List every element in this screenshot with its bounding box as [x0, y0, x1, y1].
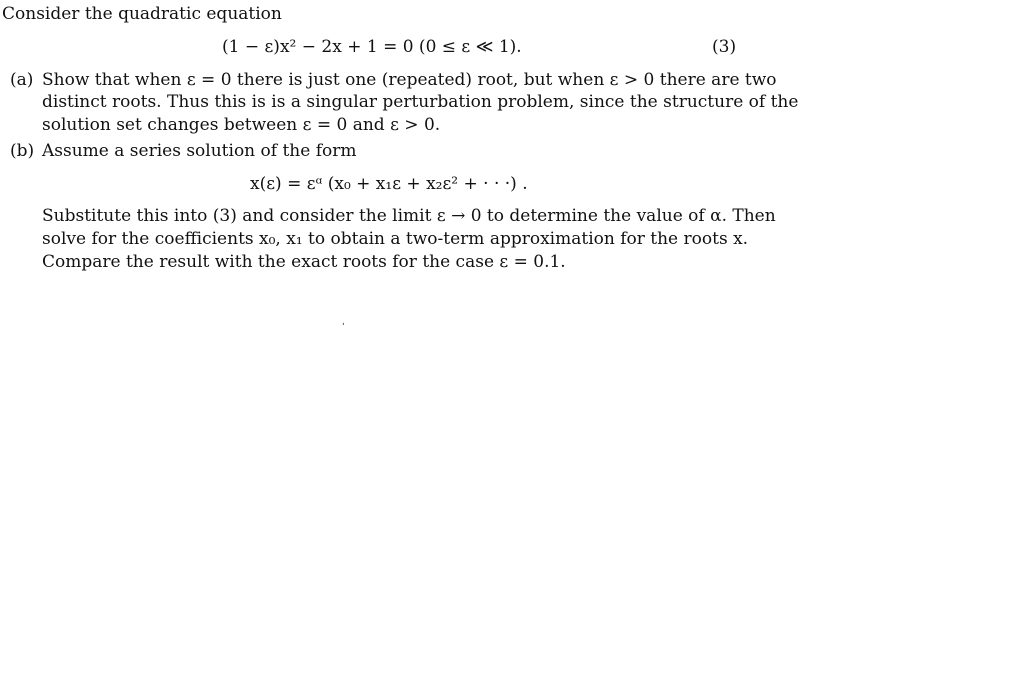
part-a-line-2: distinct roots. Thus this is is a singular perturbation problem, since the structure of the: [42, 92, 799, 112]
part-b-line-2: solve for the coefficients x₀, x₁ to obtain a two-term approximation for the roots x.: [42, 229, 749, 249]
part-b-line-3: Compare the result with the exact roots for the case ε = 0.1.: [42, 252, 566, 272]
equation-number: (3): [712, 37, 737, 57]
quadratic-equation: (1 − ε)x² − 2x + 1 = 0 (0 ≤ ε ≪ 1).: [222, 37, 522, 57]
intro-text: Consider the quadratic equation: [2, 4, 282, 24]
series-equation: x(ε) = εᵅ (x₀ + x₁ε + x₂ε² + · · ·) .: [250, 174, 528, 194]
part-a-label: (a): [10, 70, 34, 90]
part-b-line-1: Substitute this into (3) and consider the limit ε → 0 to determine the value of α. Then: [42, 206, 776, 226]
part-a-line-1: Show that when ε = 0 there is just one (repeated) root, but when ε > 0 there are two: [42, 70, 777, 90]
stray-mark: ˌ: [342, 317, 345, 327]
part-b-intro: Assume a series solution of the form: [42, 141, 357, 161]
part-a-line-3: solution set changes between ε = 0 and ε > 0.: [42, 115, 441, 135]
part-b-label: (b): [10, 141, 35, 161]
